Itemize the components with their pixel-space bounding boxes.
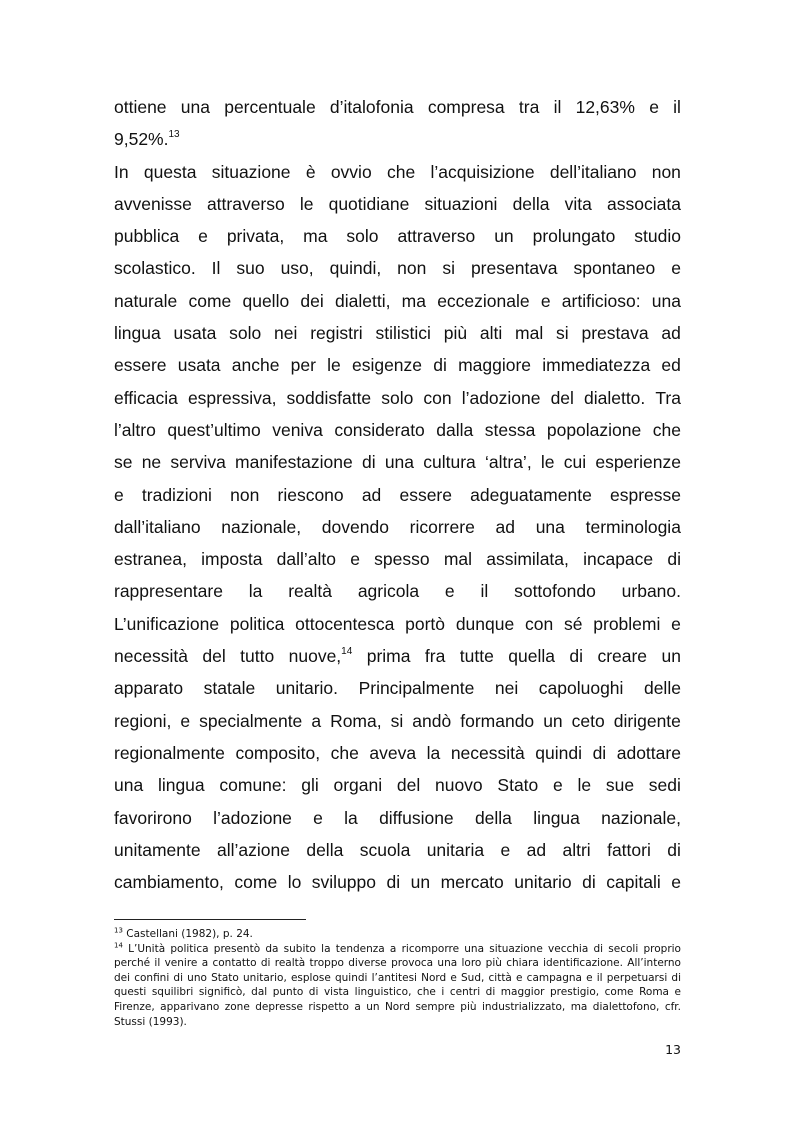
paragraph-2-line-word: attraverso	[206, 193, 285, 214]
paragraph-2-line-word: ad	[661, 323, 681, 344]
paragraph-1-line-1-word: percentuale	[224, 97, 316, 117]
paragraph-3-line-word: composito,	[235, 742, 321, 763]
paragraph-3-line-word: lo	[287, 872, 302, 893]
paragraph-3-line-word: di	[582, 872, 596, 893]
paragraph-1-line-1	[114, 91, 681, 123]
paragraph-1-line-1-word: ottiene	[114, 97, 167, 117]
paragraph-2-line	[114, 156, 681, 188]
paragraph-2-line-word: ricorrere	[409, 516, 475, 537]
paragraph-3-line-2-word: nuove,$^{14}$	[288, 646, 353, 667]
paragraph-2-line-word: si	[556, 323, 569, 344]
paragraph-2-line-word: dell’italiano	[549, 161, 637, 182]
paragraph-3-line-word: statale	[203, 678, 256, 699]
paragraph-3-line-word: unitario.	[275, 678, 339, 699]
paragraph-3-line-2-word: di	[569, 646, 584, 667]
paragraph-1-line-1-word: 12,63%	[575, 97, 635, 117]
paragraph-3-line-1-word: ottocentesca	[295, 613, 395, 634]
paragraph-2-line-word: prolungato	[532, 226, 616, 247]
paragraph-3-line-2-word: del	[202, 646, 226, 667]
paragraph-2-line-word: imposta	[201, 549, 263, 570]
paragraph-2-line-word: terminologia	[585, 516, 681, 537]
paragraph-3-line-word: Stato	[497, 775, 539, 796]
paragraph-2-line-word: attraverso	[397, 226, 476, 247]
paragraph-3-line-2-word: un	[661, 646, 681, 667]
paragraph-2-line-word: per	[290, 355, 316, 376]
footnotes	[114, 927, 681, 1029]
paragraph-2-line-word: esigenze	[351, 355, 423, 376]
paragraph-2-line-word: che	[652, 419, 681, 440]
paragraph-2-line-word: mal	[515, 323, 544, 344]
paragraph-2-line-word: Tra	[655, 387, 681, 408]
paragraph-3-line-word: specialmente	[199, 710, 303, 731]
paragraph-2-line-word: artificioso:	[561, 290, 641, 311]
paragraph-2-line-word: solo	[346, 226, 379, 247]
paragraph-2-line-word: ad	[361, 484, 382, 505]
paragraph-2-line-word: questa	[143, 161, 197, 182]
paragraph-3-line-word: altri	[562, 839, 591, 860]
paragraph-3-line-1-word: politica	[229, 613, 285, 634]
body-text	[114, 91, 681, 898]
paragraph-2-line-word: Il	[211, 258, 221, 279]
paragraph-2-line	[114, 382, 681, 414]
paragraph-2-line-word: spontaneo	[573, 258, 656, 279]
paragraph-3-line-2-word: prima	[366, 646, 411, 667]
paragraph-3-line-word: la	[426, 742, 441, 763]
paragraph-2-line-word: dovendo	[321, 516, 389, 537]
paragraph-2-line-word: ‘altra’,	[485, 452, 532, 473]
paragraph-3-line-word: a	[311, 710, 322, 731]
paragraph-3-line	[114, 672, 681, 704]
paragraph-2-line-word: registri	[310, 323, 363, 344]
paragraph-3-line-2	[114, 640, 681, 672]
paragraph-3-line-word: lingua	[157, 775, 205, 796]
paragraph-2-line-word: che	[386, 161, 416, 182]
paragraph-2-line-word: immediatezza	[542, 355, 651, 376]
paragraph-3-line-word: unitario	[514, 872, 572, 893]
paragraph-2-line-word: manifestazione	[235, 452, 353, 473]
paragraph-3-line-1-word: dunque	[455, 613, 515, 634]
paragraph-3-line-word: l’adozione	[213, 807, 292, 828]
paragraph-2-line-word: privata,	[226, 226, 285, 247]
paragraph-2-line-word: prestava	[581, 323, 649, 344]
paragraph-2-line-word: spesso	[374, 549, 430, 570]
paragraph-3-line-word: che	[330, 742, 359, 763]
paragraph-3-line-word: unitaria	[426, 839, 485, 860]
paragraph-2-line-word: pubblica	[114, 226, 180, 247]
paragraph-2-line-word: quotidiane	[328, 193, 410, 214]
paragraph-3-line-word: di	[592, 742, 607, 763]
paragraph-3-line-word: capoluoghi	[538, 678, 624, 699]
paragraph-2-line-word: riescono	[277, 484, 344, 505]
paragraph-3-line-word: apparato	[114, 678, 184, 699]
paragraph-2-line-word: come	[188, 290, 232, 311]
paragraph-3-line-word: fattori	[607, 839, 651, 860]
paragraph-2-line-word: e	[114, 484, 124, 505]
paragraph-2-line-word: popolazione	[546, 419, 642, 440]
paragraph-2-line-word: l’adozione	[461, 387, 541, 408]
paragraph-3-line-word: cambiamento,	[114, 872, 224, 893]
paragraph-2-line-word: dall’alto	[276, 549, 337, 570]
paragraph-3-line-word: di	[386, 872, 401, 893]
paragraph-3-line-word: e	[671, 872, 681, 893]
paragraph-2-line-word: quello	[242, 290, 290, 311]
paragraph-3-line-word: aveva	[369, 742, 417, 763]
paragraph-2-line	[114, 511, 681, 543]
paragraph-3-line-word: di	[667, 839, 681, 860]
paragraph-3-line-word: e	[180, 710, 191, 731]
paragraph-3-line-word: formando	[460, 710, 535, 731]
paragraph-3-line-1	[114, 608, 681, 640]
paragraph-2-line-word: associata	[607, 193, 681, 214]
paragraph-2-line	[114, 446, 681, 478]
paragraph-2-line-word: e	[671, 258, 681, 279]
paragraph-3-line-word: gli	[301, 775, 319, 796]
paragraph-2-line-word: e	[198, 226, 208, 247]
paragraph-2-line-word: situazioni	[424, 193, 498, 214]
footnote-ref-13: 13	[168, 129, 180, 141]
paragraph-3-line-word: dirigente	[613, 710, 681, 731]
paragraph-3-line-word: e	[313, 807, 323, 828]
paragraph-3-line-word: unitamente	[114, 839, 201, 860]
footnote-ref-14: 14	[341, 646, 353, 658]
paragraph-3-line-1-word: e	[671, 613, 681, 634]
paragraph-2-line-word: usata	[173, 323, 217, 344]
paragraph-2-line-word: alti	[479, 323, 503, 344]
paragraph-2-line-word: nei	[274, 323, 298, 344]
paragraph-2-line-word: scolastico.	[114, 258, 196, 279]
footnote-14-number: 14	[114, 941, 123, 950]
paragraph-2-line-word: un	[494, 226, 514, 247]
paragraph-3-line-word: all’azione	[216, 839, 290, 860]
paragraph-3-line-word: nuovo	[434, 775, 483, 796]
paragraph-3-line-word: si	[390, 710, 404, 731]
footnote-14-text: L’Unità politica presentò da subito la tendenza a ricomporre una situazione vecchia di secoli proprio perché il venire a contatto di realtà troppo diverse provoca una loro più chiara identificazione. All’interno dei confini di uno Stato unitario, esplose quindi l’antitesi Nord e Sud, città e campagna e il perpetuarsi di questi squilibri significò, dal punto di vista linguistico, che i centri di maggior prestigio, come Roma e Firenze, apparivano zone depresse rispetto a un Nord sempre più industrializzato, ma dialettofono, cfr. Stussi (1993).	[114, 942, 681, 1028]
paragraph-2-line-word: quest’ultimo	[167, 419, 261, 440]
paragraph-3-line-1-word: con	[525, 613, 554, 634]
paragraph-3-line-word: un	[543, 710, 563, 731]
footnote-13-number: 13	[114, 926, 123, 935]
paragraph-2-line-word: una	[651, 290, 681, 311]
paragraph-2-line	[114, 252, 681, 284]
paragraph-3-line-1-word: portò	[405, 613, 446, 634]
paragraph-2-line-word: espresse	[609, 484, 681, 505]
paragraph-3-line-word: le	[577, 775, 592, 796]
paragraph-2-line-word: suo	[236, 258, 265, 279]
footnote-separator	[114, 919, 306, 920]
paragraph-2-line-word: espressiva,	[187, 387, 277, 408]
paragraph-2-line-word: l’acquisizione	[430, 161, 535, 182]
paragraph-2-line-word: una	[384, 452, 415, 473]
paragraph-2-line-word: essere	[399, 484, 452, 505]
paragraph-2-line-word: le	[327, 355, 341, 376]
paragraph-2-line-word: mal	[443, 549, 473, 570]
paragraph-2-line-word: esperienze	[595, 452, 681, 473]
paragraph-3-line-word: andò	[412, 710, 452, 731]
paragraph-2-line-word: solo	[229, 323, 262, 344]
paragraph-2-line-word: quindi,	[329, 258, 382, 279]
paragraph-2-line-word: non	[651, 161, 681, 182]
paragraph-2-line-word: se	[114, 452, 133, 473]
paragraph-3-line-2-word: necessità	[114, 646, 188, 667]
paragraph-2-line-word: essere	[114, 355, 167, 376]
paragraph-2-line-word: non	[230, 484, 260, 505]
paragraph-1-line-2	[114, 123, 681, 155]
paragraph-2-line-word: di	[361, 452, 376, 473]
paragraph-1-line-1-word: d’italofonia	[329, 97, 414, 117]
paragraph-3-line-2-word: tutte	[459, 646, 494, 667]
paragraph-3-line-1-word: problemi	[593, 613, 661, 634]
paragraph-2-line-word: è	[305, 161, 316, 182]
paragraph-1-line-1-word: il	[553, 97, 562, 117]
paragraph-3-line-word: comune:	[219, 775, 287, 796]
paragraph-2-line-word: naturale	[114, 290, 178, 311]
paragraph-3-line-word: una	[114, 775, 144, 796]
paragraph-3-line-word: lingua	[533, 807, 580, 828]
paragraph-3-line-word: sedi	[648, 775, 681, 796]
paragraph-3-line-word: un	[410, 872, 431, 893]
paragraph-2-line-word: ovvio	[330, 161, 372, 182]
footnote-13-text: Castellani (1982), p. 24.	[126, 928, 253, 940]
paragraph-2-line-word: stilistici	[375, 323, 431, 344]
paragraph-2-line-word: e	[350, 549, 360, 570]
paragraph-2-line	[114, 317, 681, 349]
paragraph-2-line-word: solo	[381, 387, 414, 408]
paragraph-2	[114, 156, 681, 608]
paragraph-2-line-word: le	[540, 452, 555, 473]
paragraph-3-line-word: ceto	[571, 710, 605, 731]
paragraph-3-line-2-word: fra	[424, 646, 446, 667]
paragraph-3-line-word: mercato	[440, 872, 504, 893]
paragraph-2-line-word: l’altro	[114, 419, 156, 440]
paragraph-2-line	[114, 479, 681, 511]
paragraph-3-line-word: Roma,	[330, 710, 382, 731]
paragraph-3-line-word: diffusione	[379, 807, 454, 828]
paragraph-2-line-word: serviva	[170, 452, 226, 473]
paragraph-2-line-word: del	[550, 387, 574, 408]
paragraph-2-line: rappresentare la realtà agricola e il sottofondo urbano.	[114, 581, 681, 602]
paragraph-3-line-word: capitali	[606, 872, 661, 893]
paragraph-2-line-word: ma	[303, 226, 328, 247]
paragraph-2-line-word: considerato	[334, 419, 425, 440]
paragraph-2-line-word: uso,	[280, 258, 314, 279]
paragraph-3-line	[114, 866, 681, 898]
paragraph-2-line-word: dialetto.	[583, 387, 646, 408]
paragraph-1	[114, 91, 681, 156]
paragraph-3-rest	[114, 672, 681, 898]
paragraph-2-line-word: di	[433, 355, 447, 376]
page-number: 13	[665, 1042, 681, 1057]
paragraph-2-line-word: presentava	[470, 258, 558, 279]
paragraph-3-line-2-word: tutto	[240, 646, 275, 667]
paragraph-2-line-word: dei	[300, 290, 324, 311]
paragraph-3-line-word: la	[344, 807, 358, 828]
paragraph-2-line-word: soddisfatte	[286, 387, 372, 408]
paragraph-2-line-word: lingua	[114, 323, 161, 344]
paragraph-2-line-word: efficacia	[114, 387, 178, 408]
paragraph-2-line	[114, 220, 681, 252]
paragraph-2-line-word: tradizioni	[141, 484, 212, 505]
paragraph-3-line-word: regioni,	[114, 710, 172, 731]
paragraph-2-line-word: estranea,	[114, 549, 187, 570]
paragraph-3-line-word: sue	[605, 775, 635, 796]
paragraph-2-line-word: anche	[231, 355, 280, 376]
paragraph-1-line-1-word: il	[673, 97, 681, 117]
paragraph-3-line-2-word: quella	[508, 646, 555, 667]
paragraph-2-line-word: di	[667, 549, 681, 570]
paragraph-2-line-word: si	[442, 258, 455, 279]
paragraph-1-line-1-word: tra	[518, 97, 540, 117]
paragraph-2-line-word: dall’italiano	[114, 516, 201, 537]
paragraph-3-line-word: quindi	[535, 742, 583, 763]
paragraph-2-line-word: veniva	[272, 419, 323, 440]
paragraph-2-line-word: dialetti,	[335, 290, 391, 311]
paragraph-3-line-word: della	[474, 807, 512, 828]
paragraph-2-line-word: ma	[401, 290, 426, 311]
paragraph-3-line	[114, 705, 681, 737]
paragraph-2-line-word: avvenisse	[114, 193, 192, 214]
paragraph-3-line-word: organi	[333, 775, 383, 796]
paragraph-3-line-word: e	[553, 775, 563, 796]
paragraph-2-line-word: nazionale,	[221, 516, 302, 537]
paragraph-3-line	[114, 769, 681, 801]
paragraph-3-line-word: e	[500, 839, 511, 860]
paragraph-2-line	[114, 349, 681, 381]
paragraph-2-line	[114, 285, 681, 317]
paragraph-2-line-word: usata	[177, 355, 221, 376]
paragraph-3-line-word: sviluppo	[311, 872, 377, 893]
paragraph-2-line-word: incapace	[583, 549, 654, 570]
paragraph-3-line	[114, 802, 681, 834]
paragraph-3-line-1-word: L’unificazione	[114, 613, 220, 634]
paragraph-2-line-word: In	[114, 161, 129, 182]
paragraph-3-line-word: necessità	[450, 742, 525, 763]
paragraph-3-line	[114, 834, 681, 866]
paragraph-2-line-word: non	[397, 258, 427, 279]
paragraph-2-line-word: adeguatamente	[470, 484, 592, 505]
paragraph-2-line-word: ad	[495, 516, 515, 537]
paragraph-2-line-word: eccezionale	[437, 290, 530, 311]
paragraph-2-line-word: stessa	[484, 419, 536, 440]
paragraph-2-line-word: le	[299, 193, 314, 214]
paragraph-1-line-2-text: 9,52%.	[114, 129, 169, 150]
paragraph-2-line-word: situazione	[211, 161, 291, 182]
paragraph-2-line	[114, 414, 681, 446]
paragraph-2-line-word: ne	[141, 452, 162, 473]
paragraph-2-line-word: con	[423, 387, 452, 408]
paragraph-3-line-word: come	[234, 872, 278, 893]
paragraph-3-line	[114, 737, 681, 769]
paragraph-3-line-word: nazionale,	[601, 807, 681, 828]
paragraph-3-line-word: ad	[526, 839, 547, 860]
paragraph-3-line-word: delle	[643, 678, 681, 699]
paragraph-2-line-word: più	[443, 323, 468, 344]
footnote-13	[114, 927, 681, 942]
paragraph-3-line-word: nei	[494, 678, 519, 699]
paragraph-2-line-word: una	[535, 516, 565, 537]
paragraph-2-line-word: cultura	[423, 452, 476, 473]
paragraph-3-line-2-word: creare	[597, 646, 648, 667]
paragraph-2-line-word: vita	[564, 193, 592, 214]
paragraph-2-line	[114, 543, 681, 575]
paragraph-1-line-1-word: una	[180, 97, 210, 117]
paragraph-2-line-word: e	[540, 290, 551, 311]
paragraph-1-line-1-word: compresa	[427, 97, 505, 117]
footnote-14	[114, 942, 681, 1030]
paragraph-1-line-1-word: e	[649, 97, 659, 117]
paragraph-3-line-word: favorirono	[114, 807, 192, 828]
paragraph-3-line-word: scuola	[359, 839, 411, 860]
paragraph-3-line-word: adottare	[616, 742, 681, 763]
paragraph-3-line-word: regionalmente	[114, 742, 225, 763]
paragraph-2-line-word: della	[512, 193, 550, 214]
paragraph-2-line-word: studio	[634, 226, 681, 247]
paragraph-3-line-word: Principalmente	[358, 678, 475, 699]
paragraph-2-line	[114, 188, 681, 220]
paragraph-2-line-word: maggiore	[458, 355, 532, 376]
paragraph-2-line-word: dalla	[436, 419, 474, 440]
paragraph-3-line-1-word: sé	[564, 613, 583, 634]
paragraph-3-line-word: del	[396, 775, 421, 796]
paragraph-2-line-word: assimilata,	[486, 549, 569, 570]
paragraph-2-line-word: ed	[661, 355, 681, 376]
paragraph-3-line-word: della	[306, 839, 344, 860]
paragraph-2-line-word: cui	[563, 452, 587, 473]
paragraph-3	[114, 608, 681, 899]
